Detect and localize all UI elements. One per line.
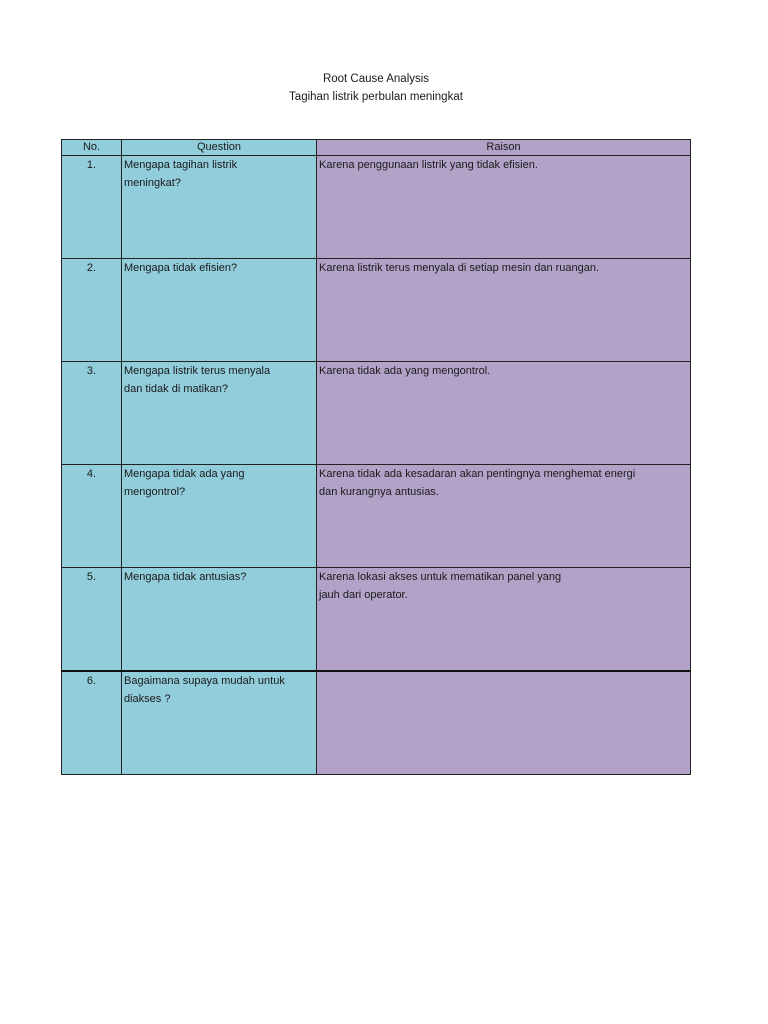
- row-number: 4.: [86, 468, 97, 480]
- table-row: [62, 259, 691, 362]
- row-number: 3.: [86, 365, 97, 377]
- reason-line: dan kurangnya antusias.: [319, 485, 439, 498]
- document-header: [0, 70, 752, 106]
- row-number-cell: [62, 465, 122, 568]
- question-cell: [122, 156, 317, 259]
- reason-cell: [317, 465, 691, 568]
- question-line: dan tidak di matikan?: [124, 382, 228, 395]
- table-row: [62, 568, 691, 672]
- question-line: mengontrol?: [124, 485, 186, 498]
- table-row: [62, 156, 691, 259]
- question-line: Mengapa tagihan listrik: [124, 159, 238, 171]
- table-row: [62, 465, 691, 568]
- question-line: diakses ?: [124, 692, 171, 705]
- question-cell: [122, 362, 317, 465]
- question-line: meningkat?: [124, 176, 181, 189]
- reason-cell: [317, 259, 691, 362]
- question-line: Mengapa listrik terus menyala: [124, 365, 271, 377]
- question-cell: [122, 671, 317, 775]
- row-number: 5.: [86, 571, 97, 583]
- row-number-cell: [62, 156, 122, 259]
- reason-cell: [317, 362, 691, 465]
- question-line: Mengapa tidak efisien?: [124, 262, 238, 274]
- header-no: No.: [62, 140, 122, 156]
- question-cell: [122, 259, 317, 362]
- question-line: Mengapa tidak antusias?: [124, 571, 247, 583]
- header-reason: Raison: [317, 140, 691, 156]
- reason-line: Karena tidak ada yang mengontrol.: [319, 365, 491, 377]
- question-line: Bagaimana supaya mudah untuk: [124, 675, 285, 687]
- row-number-cell: [62, 671, 122, 775]
- reason-line: Karena tidak ada kesadaran akan pentingnya menghemat energi: [319, 468, 636, 480]
- row-number-cell: [62, 259, 122, 362]
- document-title: Root Cause Analysis: [322, 73, 430, 85]
- table-header-row: [62, 140, 691, 156]
- reason-line: Karena penggunaan listrik yang tidak efisien.: [319, 159, 538, 171]
- question-cell: [122, 568, 317, 672]
- row-number: 1.: [86, 159, 97, 171]
- question-cell: [122, 465, 317, 568]
- reason-line: Karena lokasi akses untuk mematikan panel yang: [319, 571, 562, 583]
- reason-line: jauh dari operator.: [319, 588, 408, 601]
- row-number: 6.: [86, 675, 97, 687]
- document-subtitle: Tagihan listrik perbulan meningkat: [289, 91, 463, 103]
- header-question: Question: [122, 140, 317, 156]
- table-row: [62, 362, 691, 465]
- row-number-cell: [62, 568, 122, 672]
- row-number: 2.: [86, 262, 97, 274]
- table-row: [62, 671, 691, 775]
- reason-cell: [317, 671, 691, 775]
- reason-cell: [317, 156, 691, 259]
- row-number-cell: [62, 362, 122, 465]
- reason-line: Karena listrik terus menyala di setiap mesin dan ruangan.: [319, 262, 600, 274]
- question-line: Mengapa tidak ada yang: [124, 468, 245, 480]
- root-cause-table: [61, 139, 691, 775]
- reason-cell: [317, 568, 691, 672]
